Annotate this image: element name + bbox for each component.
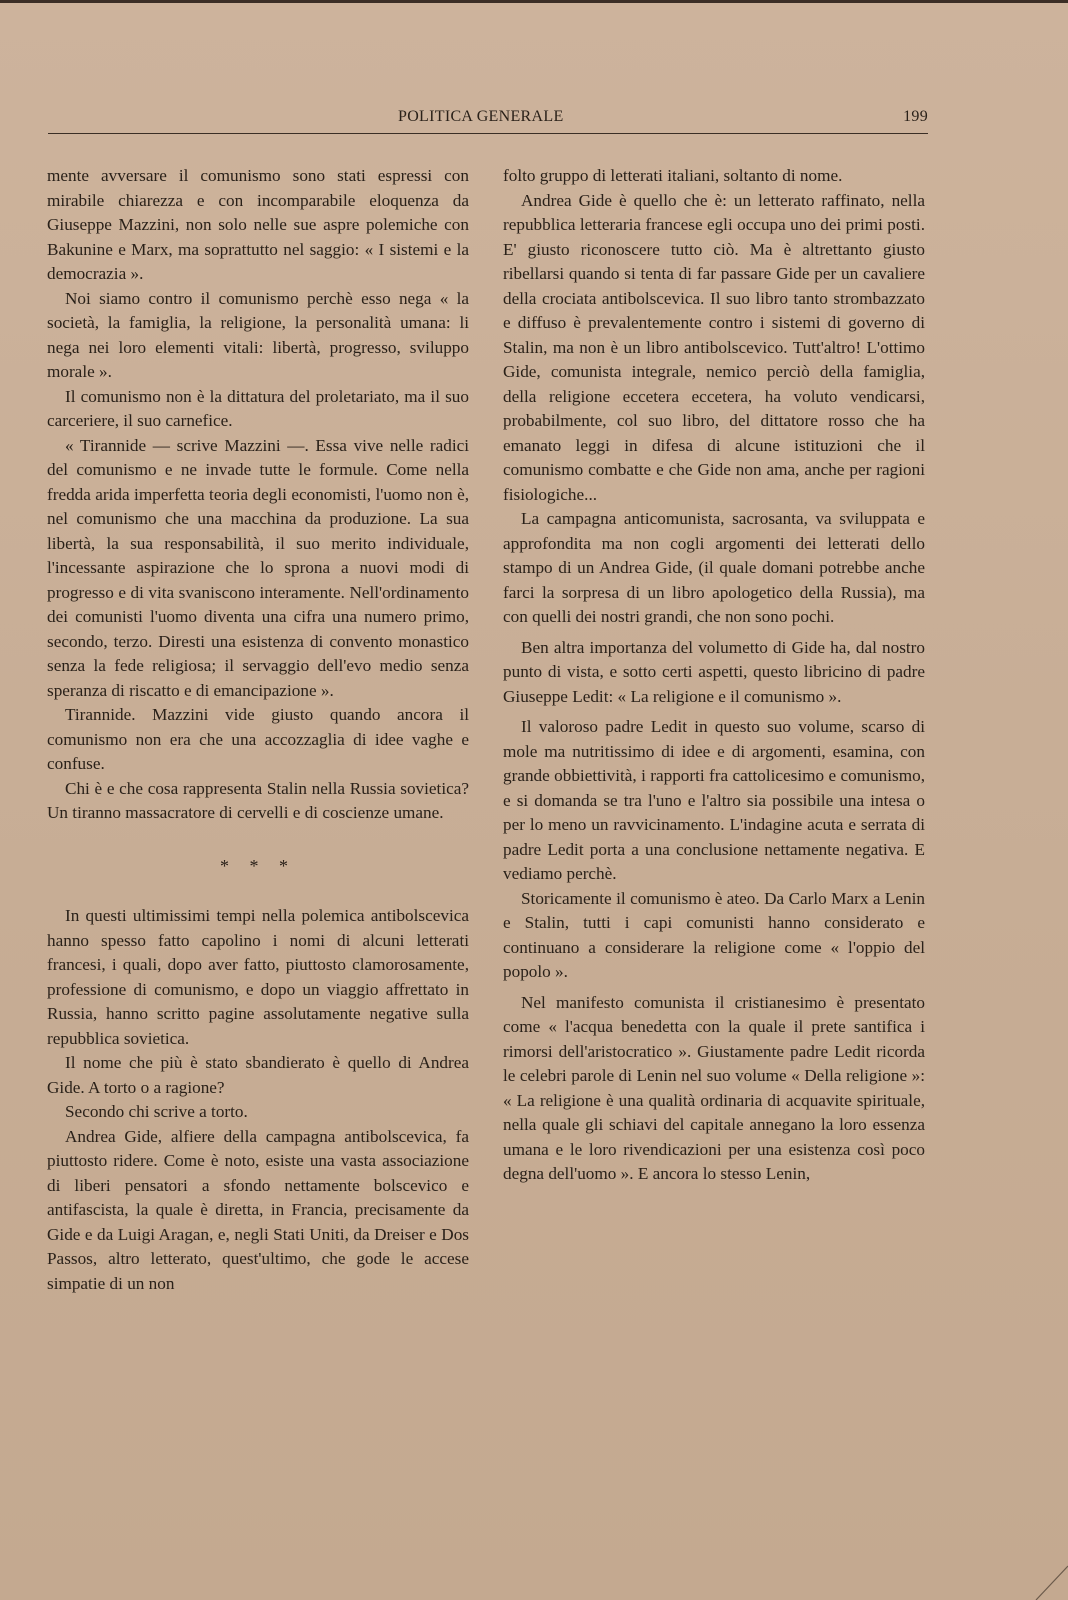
paragraph: Andrea Gide, alfiere della campagna antibolscevica, fa piuttosto ridere. Come è noto, esiste una vasta associazione di liberi pensatori a sfondo nettamente bolscevico e antifascista, la quale è diretta, in Francia, precisamente da Gide e da Luigi Aragan, e, negli Stati Uniti, da Dreiser e Dos Passos, altro letterato, quest'ultimo, che gode le accese simpatie di un non: [47, 1126, 469, 1293]
page-number: 199: [903, 108, 928, 125]
paragraph: Il valoroso padre Ledit in questo suo volume, scarso di mole ma nutritissimo di idee e di argomenti, esamina, con grande obbiettività, i rapporti fra cattolicesimo e comunismo, e si domanda se tra l'uno e l'altro sia possibile una intesa o per lo meno un ravvicinamento. L'indagine acuta e serrata di padre Ledit porta a una conclusione nettamente negativa. E vediamo perchè.: [503, 717, 925, 883]
section-separator: * * *: [220, 855, 296, 876]
paragraph: Ben altra importanza del volumetto di Gide ha, dal nostro punto di vista, e sotto certi aspetti, questo libricino di padre Giuseppe Ledit: « La religione e il comunismo ».: [503, 637, 925, 706]
paragraph: Chi è e che cosa rappresenta Stalin nella Russia sovietica? Un tiranno massacratore di cervelli e di coscienze umane.: [47, 778, 469, 822]
page-corner-fold: [1028, 1560, 1068, 1600]
paragraph: Andrea Gide è quello che è: un letterato raffinato, nella repubblica letteraria francese egli occupa uno dei primi posti. E' giusto riconoscere tutto ciò. Ma è altrettanto giusto ribellarsi quando si tenta di far passare Gide per un cavaliere della crociata antibolscevica. Il suo libro tanto strombazzato e diffuso è prevalentemente contro i sistemi di governo di Stalin, ma non è un libro antibolscevico. Tutt'altro! L'ottimo Gide, comunista integrale, nemico perciò della famiglia, della religione eccetera eccetera, ha voluto vendicarsi, probabilmente, col suo libro, del dittatore rosso che ha emanato leggi in difesa di alcune istituzioni che il comunismo combatte e che Gide non ama, anche per ragioni fisiologiche...: [503, 190, 925, 504]
paragraph: La campagna anticomunista, sacrosanta, va sviluppata e approfondita ma non cogli argomenti dei letterati dello stampo di un Andrea Gide, (il quale domani potrebbe anche farci la sorpresa di un libro apologetico della Russia), ma con quelli dei nostri grandi, che non sono pochi.: [503, 509, 925, 626]
paragraph: Il nome che più è stato sbandierato è quello di Andrea Gide. A torto o a ragione?: [47, 1053, 469, 1097]
paragraph: mente avversare il comunismo sono stati espressi con mirabile chiarezza e con incomparabile eloquenza da Giuseppe Mazzini, non solo nelle sue aspre polemiche con Bakunine e Marx, ma soprattutto nel saggio: « I sistemi e la democrazia ».: [47, 166, 469, 283]
paragraph: In questi ultimissimi tempi nella polemica antibolscevica hanno spesso fatto capolino i nomi di alcuni letterati francesi, i quali, dopo aver fatto, piuttosto clamorosamente, professione di comunismo, e dopo un viaggio affrettato in Russia, hanno scritto pagine assolutamente negative sulla repubblica sovietica.: [47, 906, 469, 1048]
top-edge: [0, 0, 1068, 3]
running-head: [48, 108, 928, 132]
header-rule: [48, 133, 928, 134]
left-column: [47, 164, 469, 1296]
paragraph: Il comunismo non è la dittatura del proletariato, ma il suo carceriere, il suo carnefice.: [47, 386, 469, 430]
paragraph: folto gruppo di letterati italiani, soltanto di nome.: [503, 166, 843, 185]
paragraph: « Tirannide — scrive Mazzini —. Essa vive nelle radici del comunismo e ne invade tutte le formule. Come nella fredda arida imperfetta teoria degli economisti, l'uomo non è, nel comunismo che una macchina da produzione. La sua libertà, la sua responsabilità, il suo merito individuale, l'incessante aspirazione che lo sprona a nuovi modi di progresso e di vita svaniscono interamente. Nell'ordinamento dei comunisti l'uomo diventa una cifra una numero primo, secondo, terzo. Diresti una esistenza di convento monastico senza la fede religiosa; il servaggio dell'evo medio senza speranza di riscatto e di emancipazione ».: [47, 435, 469, 700]
running-title: POLITICA GENERALE: [398, 108, 564, 125]
paragraph: Storicamente il comunismo è ateo. Da Carlo Marx a Lenin e Stalin, tutti i capi comunisti hanno considerato e continuano a considerare la religione come « l'oppio del popolo ».: [503, 888, 925, 981]
paragraph: Secondo chi scrive a torto.: [65, 1102, 248, 1121]
paragraph: Nel manifesto comunista il cristianesimo è presentato come « l'acqua benedetta con la quale il prete santifica i rimorsi dell'aristocratico ». Giustamente padre Ledit ricorda le celebri parole di Lenin nel suo volume « Della religione »: « La religione è una qualità ordinaria di acquavite spirituale, nella quale gli schiavi del capitale annegano la loro essenza umana e le loro rivendicazioni per una esistenza così poco degna dell'uomo ». E ancora lo stesso Lenin,: [503, 992, 925, 1183]
paragraph: Noi siamo contro il comunismo perchè esso nega « la società, la famiglia, la religione, la personalità umana: li nega nei loro elementi vitali: libertà, progresso, sviluppo morale ».: [47, 288, 469, 381]
paragraph: Tirannide. Mazzini vide giusto quando ancora il comunismo non era che una accozzaglia di idee vaghe e confuse.: [47, 705, 469, 773]
right-column: [503, 164, 925, 1187]
